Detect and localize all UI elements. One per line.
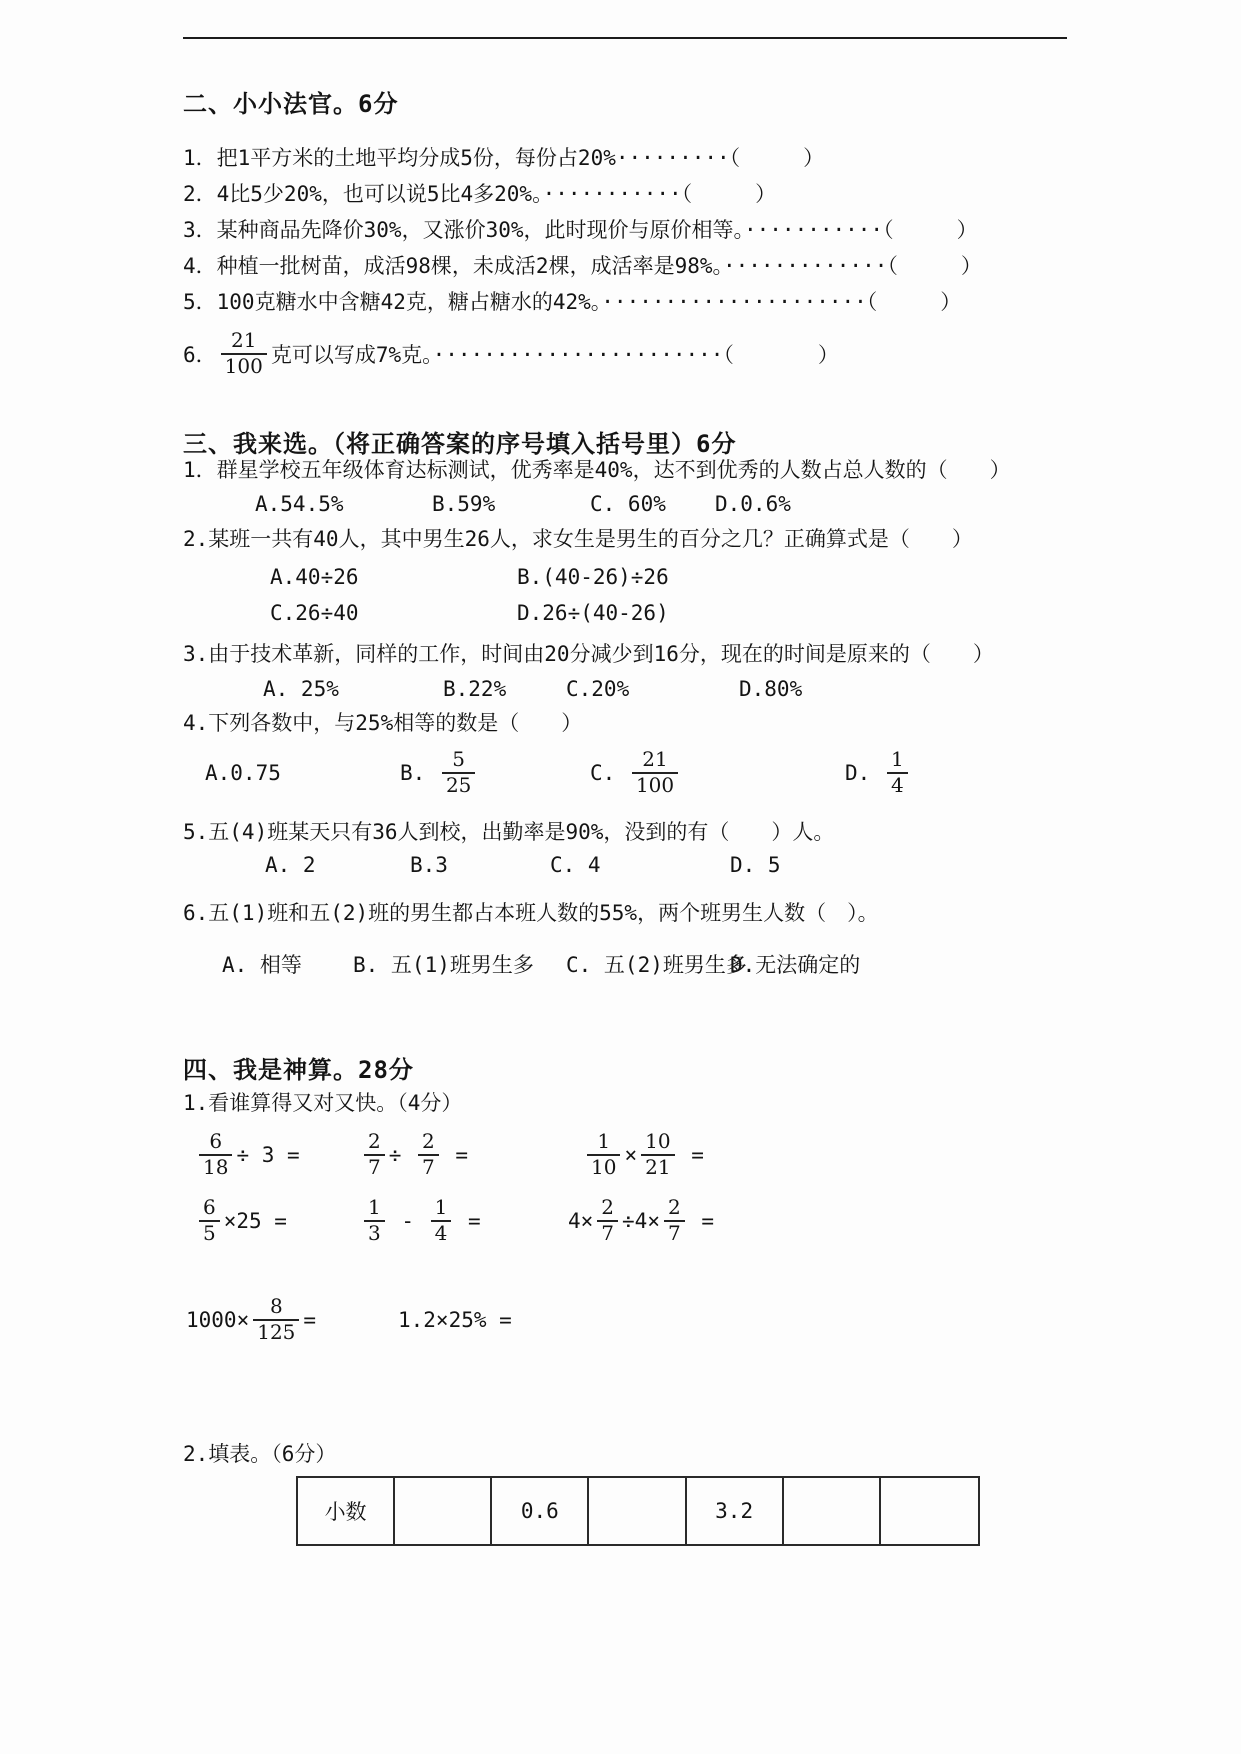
calc-expression xyxy=(568,1190,714,1252)
fraction: $\frac{1}{4}$ xyxy=(887,749,908,796)
fraction: $\frac{6}{18}$ xyxy=(199,1131,232,1178)
section-3-title: 三、我来选。（将正确答案的序号填入括号里）6分 xyxy=(183,430,737,458)
calc-expression xyxy=(195,1190,287,1252)
table-cell-value: 0.6 xyxy=(492,1478,589,1544)
expression-text: = xyxy=(455,1209,481,1233)
table-cell-blank xyxy=(395,1478,492,1544)
calc-row-3 xyxy=(0,1286,1241,1354)
fraction: $\frac{2}{7}$ xyxy=(597,1197,618,1244)
option-c: C.26÷40 xyxy=(270,601,359,625)
option-c: C. 五(2)班男生多 xyxy=(566,953,747,977)
table-cell-blank xyxy=(881,1478,978,1544)
option-b: B.22% xyxy=(443,677,507,701)
expression-text: × xyxy=(624,1143,638,1167)
table-cell-header: 小数 xyxy=(298,1478,395,1544)
mc-question-6-options xyxy=(0,949,1241,977)
option-d xyxy=(845,740,912,806)
expression-text: ÷ 3 = xyxy=(236,1143,300,1167)
top-rule-line xyxy=(183,37,1067,39)
fill-table xyxy=(296,1476,980,1546)
mc-question-2-options-cd xyxy=(0,601,1241,629)
fraction: $\frac{1}{10}$ xyxy=(587,1131,620,1178)
expression-text: ×25 = xyxy=(223,1209,287,1233)
option-d: D.80% xyxy=(739,677,803,701)
expression-text: 4× xyxy=(568,1209,594,1233)
option-c: C.20% xyxy=(566,677,630,701)
calc-expression xyxy=(186,1286,316,1354)
expression-text: C. xyxy=(590,761,628,785)
tf-question-4: 4．种植一批树苗，成活98棵，未成活2棵，成活率是98%。·············（ ） xyxy=(183,254,982,278)
option-a: A.54.5% xyxy=(255,492,344,516)
option-d: D. 5 xyxy=(730,853,781,877)
calc-expression xyxy=(398,1286,512,1354)
expression-text: 1.2×25% = xyxy=(398,1308,512,1332)
option-b: B. 五(1)班男生多 xyxy=(353,953,534,977)
fraction: $\frac{5}{25}$ xyxy=(442,749,475,796)
tf-question-2: 2．4比5少20%，也可以说5比4多20%。···········（ ） xyxy=(183,182,777,206)
tf-question-5: 5．100克糖水中含糖42克，糖占糖水的42%。·····················（ ） xyxy=(183,290,962,314)
option-a: A.40÷26 xyxy=(270,565,359,589)
expression-text: B. xyxy=(400,761,438,785)
table-cell-blank xyxy=(784,1478,881,1544)
calc-row-2 xyxy=(0,1190,1241,1252)
calc-row-1 xyxy=(0,1122,1241,1188)
mc-question-4: 4.下列各数中，与25%相等的数是（ ） xyxy=(183,711,583,735)
option-d: D.0.6% xyxy=(715,492,791,516)
fraction: $\frac{2}{7}$ xyxy=(664,1197,685,1244)
expression-text: D. xyxy=(845,761,883,785)
option-c: C. 4 xyxy=(550,853,601,877)
expression-text: ÷ xyxy=(388,1143,415,1167)
section-4-title: 四、我是神算。28分 xyxy=(183,1056,414,1084)
expression-text: 克可以写成7%克。·······················（ ） xyxy=(270,343,839,367)
expression-text: = xyxy=(688,1209,714,1233)
fraction: $\frac{10}{21}$ xyxy=(641,1131,674,1178)
option-a xyxy=(205,740,281,806)
mc-question-2: 2.某班一共有40人，其中男生26人，求女生是男生的百分之几？正确算式是（ ） xyxy=(183,527,973,551)
option-b xyxy=(400,740,479,806)
calc-expression xyxy=(195,1122,300,1188)
option-c: C. 60% xyxy=(590,492,666,516)
mc-question-5: 5.五(4)班某天只有36人到校，出勤率是90%，没到的有（ ）人。 xyxy=(183,820,835,844)
option-a: A. 25% xyxy=(263,677,339,701)
expression-text: = xyxy=(678,1143,704,1167)
mc-question-2-options-ab xyxy=(0,565,1241,593)
fraction: $\frac{1}{4}$ xyxy=(431,1197,452,1244)
expression-text: ÷4× xyxy=(622,1209,660,1233)
fraction: $\frac{8}{125}$ xyxy=(253,1296,299,1343)
expression-text: = xyxy=(303,1308,317,1332)
fraction: $\frac{6}{5}$ xyxy=(199,1197,220,1244)
option-b: B.59% xyxy=(432,492,496,516)
calc-part1-label: 1.看谁算得又对又快。（4分） xyxy=(183,1091,463,1115)
section-2-title: 二、小小法官。6分 xyxy=(183,90,399,118)
calc-expression xyxy=(360,1122,468,1188)
calc-expression xyxy=(360,1190,481,1252)
fraction: $\frac{2}{7}$ xyxy=(364,1131,385,1178)
expression-text: 6． xyxy=(183,343,217,367)
expression-text: 1000× xyxy=(186,1308,250,1332)
tf-question-1: 1．把1平方米的土地平均分成5份，每份占20%·········（ ） xyxy=(183,146,825,170)
tf-question-3: 3．某种商品先降价30%，又涨价30%，此时现价与原价相等。···········（ ） xyxy=(183,218,978,242)
mc-question-6: 6.五(1)班和五(2)班的男生都占本班人数的55%，两个班男生人数（ ）。 xyxy=(183,901,879,925)
option-b: B.(40-26)÷26 xyxy=(517,565,669,589)
mc-question-4-options xyxy=(0,740,1241,806)
fraction: $\frac{21}{100}$ xyxy=(221,330,267,377)
option-a: A. 相等 xyxy=(222,953,302,977)
expression-text: A.0.75 xyxy=(205,761,281,785)
option-b: B.3 xyxy=(410,853,448,877)
option-d: D.无法确定的 xyxy=(730,953,861,977)
option-d: D.26÷(40-26) xyxy=(517,601,669,625)
mc-question-5-options xyxy=(0,853,1241,881)
mc-question-1: 1．群星学校五年级体育达标测试，优秀率是40%，达不到优秀的人数占总人数的（ ） xyxy=(183,458,1011,482)
option-c xyxy=(590,740,682,806)
fraction: $\frac{1}{3}$ xyxy=(364,1197,385,1244)
mc-question-3: 3.由于技术革新，同样的工作，时间由20分减少到16分，现在的时间是原来的（ ） xyxy=(183,642,994,666)
fraction: $\frac{2}{7}$ xyxy=(418,1131,439,1178)
tf-question-6 xyxy=(183,322,839,386)
expression-text: - xyxy=(388,1209,427,1233)
fraction: $\frac{21}{100}$ xyxy=(632,749,678,796)
table-cell-blank xyxy=(589,1478,686,1544)
expression-text: = xyxy=(442,1143,469,1167)
calc-part2-label: 2.填表。（6分） xyxy=(183,1442,337,1466)
table-cell-value: 3.2 xyxy=(687,1478,784,1544)
option-a: A. 2 xyxy=(265,853,316,877)
mc-question-1-options xyxy=(0,492,1241,520)
calc-expression xyxy=(583,1122,704,1188)
mc-question-3-options xyxy=(0,677,1241,705)
